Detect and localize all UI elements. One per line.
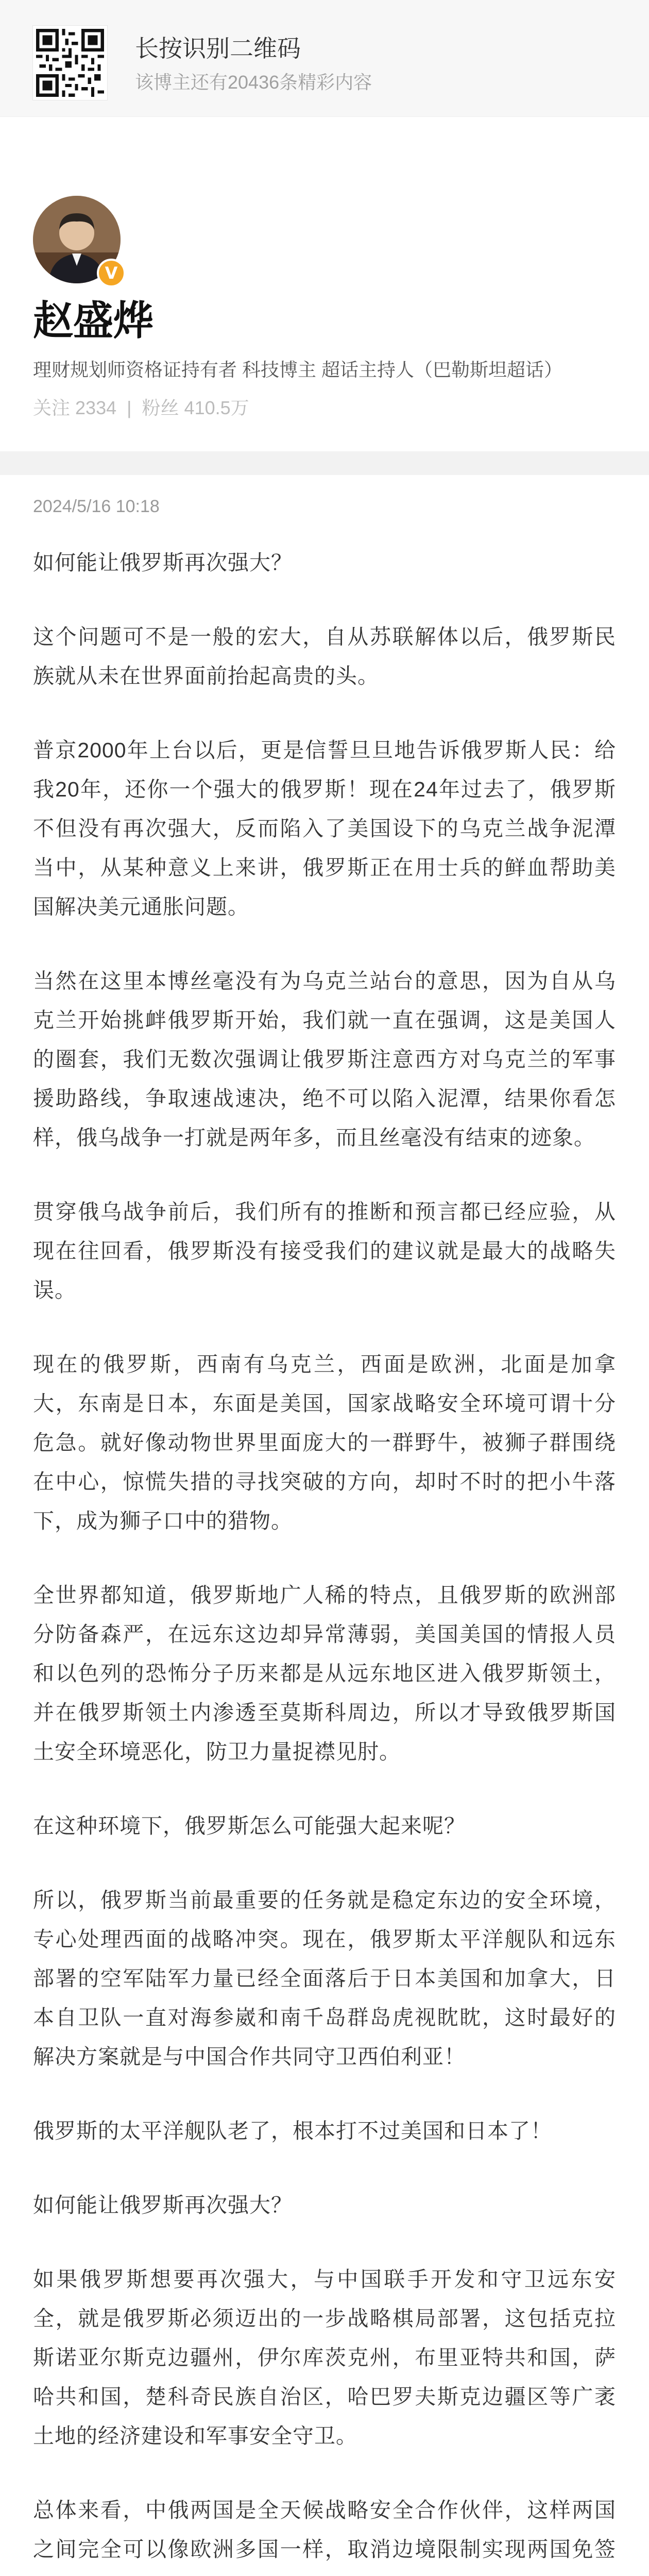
post-paragraph: 如果俄罗斯想要再次强大，与中国联手开发和守卫远东安全，就是俄罗斯必须迈出的一步战略棋局部署，这包括克拉斯诺亚尔斯克边疆州，伊尔库茨克州，布里亚特共和国，萨哈共和国，楚科奇民族自治区，哈巴罗夫斯克边疆区等广袤土地的经济建设和军事安全守卫。: [33, 2267, 616, 2448]
post-paragraph: 所以，俄罗斯当前最重要的任务就是稳定东边的安全环境，专心处理西面的战略冲突。现在，俄罗斯太平洋舰队和远东部署的空军陆军力量已经全面落后于日本美国和加拿大，日本自卫队一直对海参崴和南千岛群岛虎视眈眈，这时最好的解决方案就是与中国合作共同守卫西伯利亚！: [33, 1888, 616, 2069]
post-paragraph: 现在的俄罗斯，西南有乌克兰，西面是欧洲，北面是加拿大，东南是日本，东面是美国，国家战略安全环境可谓十分危急。就好像动物世界里面庞大的一群野牛，被狮子群围绕在中心，惊慌失措的寻找突破的方向，却时不时的把小牛落下，成为狮子口中的猎物。: [33, 1352, 616, 1533]
verified-badge-icon: V: [97, 259, 126, 287]
post-paragraph: 全世界都知道，俄罗斯地广人稀的特点，且俄罗斯的欧洲部分防备森严，在远东这边却异常薄弱，美国美国的情报人员和以色列的恐怖分子历来都是从远东地区进入俄罗斯领土，并在俄罗斯领土内渗透至莫斯科周边，所以才导致俄罗斯国土安全环境恶化，防卫力量捉襟见肘。: [33, 1583, 616, 1764]
post-paragraph: 如何能让俄罗斯再次强大？: [33, 551, 293, 574]
author-stats: [33, 394, 249, 420]
author-name[interactable]: 赵盛烨: [33, 298, 154, 343]
post-paragraph: 普京2000年上台以后，更是信誓旦旦地告诉俄罗斯人民：给我20年，还你一个强大的俄罗斯！现在24年过去了，俄罗斯不但没有再次强大，反而陷入了美国设下的乌克兰战争泥潭当中，从某种意义上来讲，俄罗斯正在用士兵的鲜血帮助美国解决美元通胀问题。: [33, 738, 616, 919]
post-paragraph: 贯穿俄乌战争前后，我们所有的推断和预言都已经应验，从现在往回看，俄罗斯没有接受我们的建议就是最大的战略失误。: [33, 1200, 616, 1302]
post-content: [33, 543, 616, 2576]
qr-banner-subtitle: 该博主还有20436条精彩内容: [135, 72, 372, 93]
follow-count: 2334: [75, 397, 117, 418]
stats-divider: |: [127, 397, 132, 418]
post-paragraph: 总体来看，中俄两国是全天候战略安全合作伙伴，这样两国之间完全可以像欧洲多国一样，取消边境限制实现两国免签: [33, 2498, 616, 2561]
top-qr-banner[interactable]: [0, 0, 649, 117]
qr-code-icon[interactable]: [33, 26, 107, 100]
qr-banner-title: 长按识别二维码: [135, 35, 301, 62]
follow-label: 关注: [33, 397, 71, 418]
post-paragraph: 这个问题可不是一般的宏大，自从苏联解体以后，俄罗斯民族就从未在世界面前抬起高贵的头。: [33, 625, 616, 688]
post-paragraph: 当然在这里本博丝毫没有为乌克兰站台的意思，因为自从乌克兰开始挑衅俄罗斯开始，我们就一直在强调，这是美国人的圈套，我们无数次强调让俄罗斯注意西方对乌克兰的军事援助路线，争取速战速决，绝不可以陷入泥潭，结果你看怎样，俄乌战争一打就是两年多，而且丝毫没有结束的迹象。: [33, 969, 616, 1149]
fans-label: 粉丝: [142, 397, 179, 418]
section-divider: [0, 451, 649, 475]
fans-count: 410.5万: [184, 397, 249, 418]
author-description: 理财规划师资格证持有者 科技博主 超话主持人（巴勒斯坦超话）: [33, 359, 563, 380]
post-paragraph: 在这种环境下，俄罗斯怎么可能强大起来呢？: [33, 1814, 466, 1838]
post-timestamp: 2024/5/16 10:18: [33, 497, 160, 516]
post-paragraph: 俄罗斯的太平洋舰队老了，根本打不过美国和日本了！: [33, 2119, 552, 2143]
post-paragraph: 如何能让俄罗斯再次强大？: [33, 2193, 293, 2217]
